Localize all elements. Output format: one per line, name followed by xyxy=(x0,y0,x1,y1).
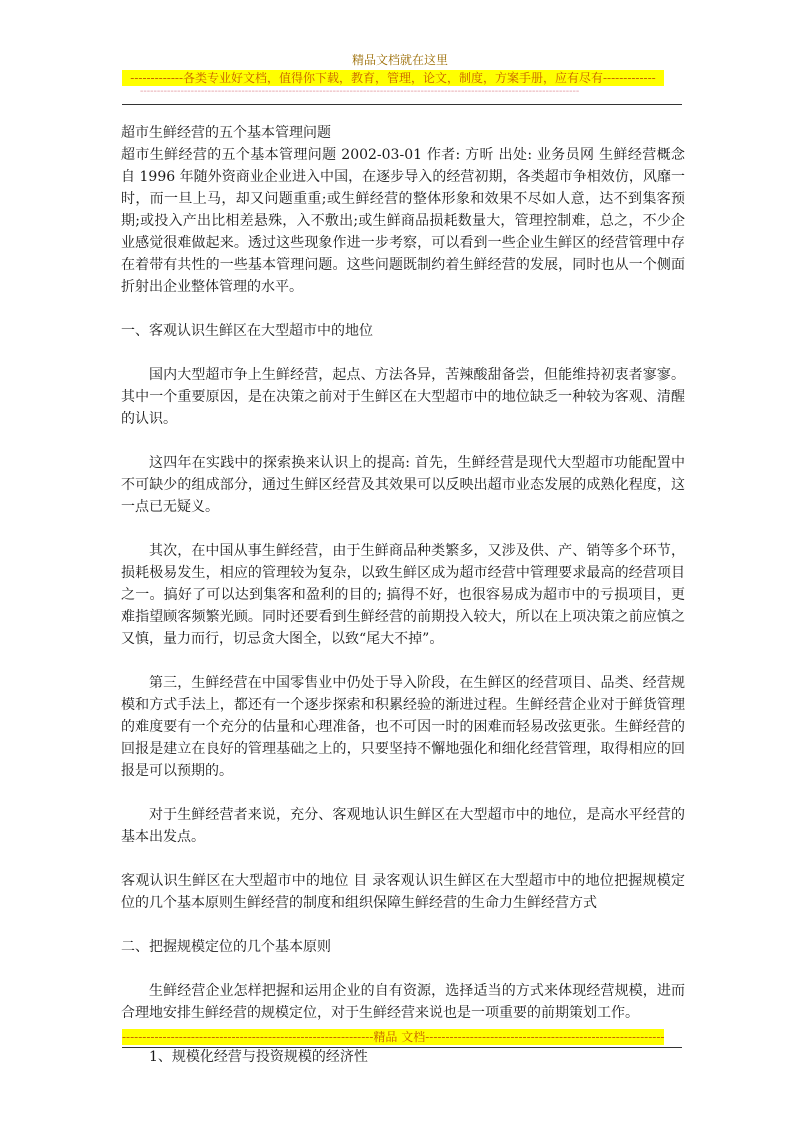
header-rule xyxy=(122,104,682,105)
paragraph-5: 对于生鲜经营者来说，充分、客观地认识生鲜区在大型超市中的地位，是高水平经营的基本出发点。 xyxy=(121,807,685,845)
table-of-contents: 客观认识生鲜区在大型超市中的地位 目 录客观认识生鲜区在大型超市中的地位把握规模定位的几个基本原则生鲜经营的制度和组织保障生鲜经营的生命力生鲜经营方式 xyxy=(121,873,685,911)
subheading-1: 1、规模化经营与投资规模的经济性 xyxy=(149,1049,368,1065)
section-heading-2: 二、把握规模定位的几个基本原则 xyxy=(121,939,331,955)
spacer xyxy=(121,342,685,364)
header-banner: -------------各类专业好文档，值得你下载，教育，管理，论文，制度，方案手册，应有尽有------------- xyxy=(122,70,664,86)
article-body xyxy=(121,122,685,1068)
spacer xyxy=(121,430,685,452)
article-intro: 超市生鲜经营的五个基本管理问题 2002-03-01 作者: 方昕 出处: 业务员网 生鲜经营概念自 1996 年随外资商业企业进入中国，在逐步导入的经营初期，各类超市争相效仿，风靡一时，而一旦上马，却又问题重重;或生鲜经营的整体形象和效果不尽如人意，达不到集客预期;或投入产出比相差悬殊，入不敷出;或生鲜商品损耗数量大，管理控制难，总之，不少企业感觉很难做起来。透过这些现象作进一步考察，可以看到一些企业生鲜区的经营管理中存在着带有共性的一些基本管理问题。这些问题既制约着生鲜经营的发展，同时也从一个侧面折射出企业整体管理的水平。 xyxy=(121,147,685,295)
section-heading-1: 一、客观认识生鲜区在大型超市中的地位 xyxy=(121,323,373,339)
footer-rule xyxy=(122,1047,682,1048)
article-title: 超市生鲜经营的五个基本管理问题 xyxy=(121,125,331,141)
header-dashes: ---------------------------------------------------------------------------------------------------------------------------------- xyxy=(140,86,580,97)
paragraph-3: 其次，在中国从事生鲜经营，由于生鲜商品种类繁多，又涉及供、产、销等多个环节，损耗极易发生，相应的管理较为复杂，以致生鲜区成为超市经营中管理要求最高的经营项目之一。搞好了可以达到集客和盈利的目的; 搞得不好，也很容易成为超市中的亏损项目，更难指望顾客频繁光顾。同时还要看到生鲜经营的前期投入较大，所以在上项决策之前应慎之又慎，量力而行，切忌贪大图全，以致“尾大不掉”。 xyxy=(121,543,685,647)
spacer xyxy=(121,650,685,672)
spacer xyxy=(121,298,685,320)
footer-banner: --------------------------------------------------------------精品 文档----------------------------------------------------------- xyxy=(122,1030,664,1044)
spacer xyxy=(121,782,685,804)
spacer xyxy=(121,518,685,540)
paragraph-6: 生鲜经营企业怎样把握和运用企业的自有资源，选择适当的方式来体现经营规模，进而合理地安排生鲜经营的规模定位，对于生鲜经营来说也是一项重要的前期策划工作。 xyxy=(121,983,685,1021)
spacer xyxy=(121,958,685,980)
spacer xyxy=(121,914,685,936)
paragraph-1: 国内大型超市争上生鲜经营，起点、方法各异，苦辣酸甜备尝，但能维持初衷者寥寥。其中一个重要原因，是在决策之前对于生鲜区在大型超市中的地位缺乏一种较为客观、清醒的认识。 xyxy=(121,367,685,427)
header-brand: 精品文档就在这里 xyxy=(351,53,448,67)
spacer xyxy=(121,848,685,870)
paragraph-4: 第三，生鲜经营在中国零售业中仍处于导入阶段，在生鲜区的经营项目、品类、经营规模和方式手法上，都还有一个逐步探索和积累经验的渐进过程。生鲜经营企业对于鲜货管理的难度要有一个充分的估量和心理准备，也不可因一时的困难而轻易改弦更张。生鲜经营的回报是建立在良好的管理基础之上的，只要坚持不懈地强化和细化经营管理，取得相应的回报是可以预期的。 xyxy=(121,675,685,779)
paragraph-2: 这四年在实践中的探索换来认识上的提高: 首先，生鲜经营是现代大型超市功能配置中不可缺少的组成部分，通过生鲜区经营及其效果可以反映出超市业态发展的成熟化程度，这一点已无疑义。 xyxy=(121,455,685,515)
